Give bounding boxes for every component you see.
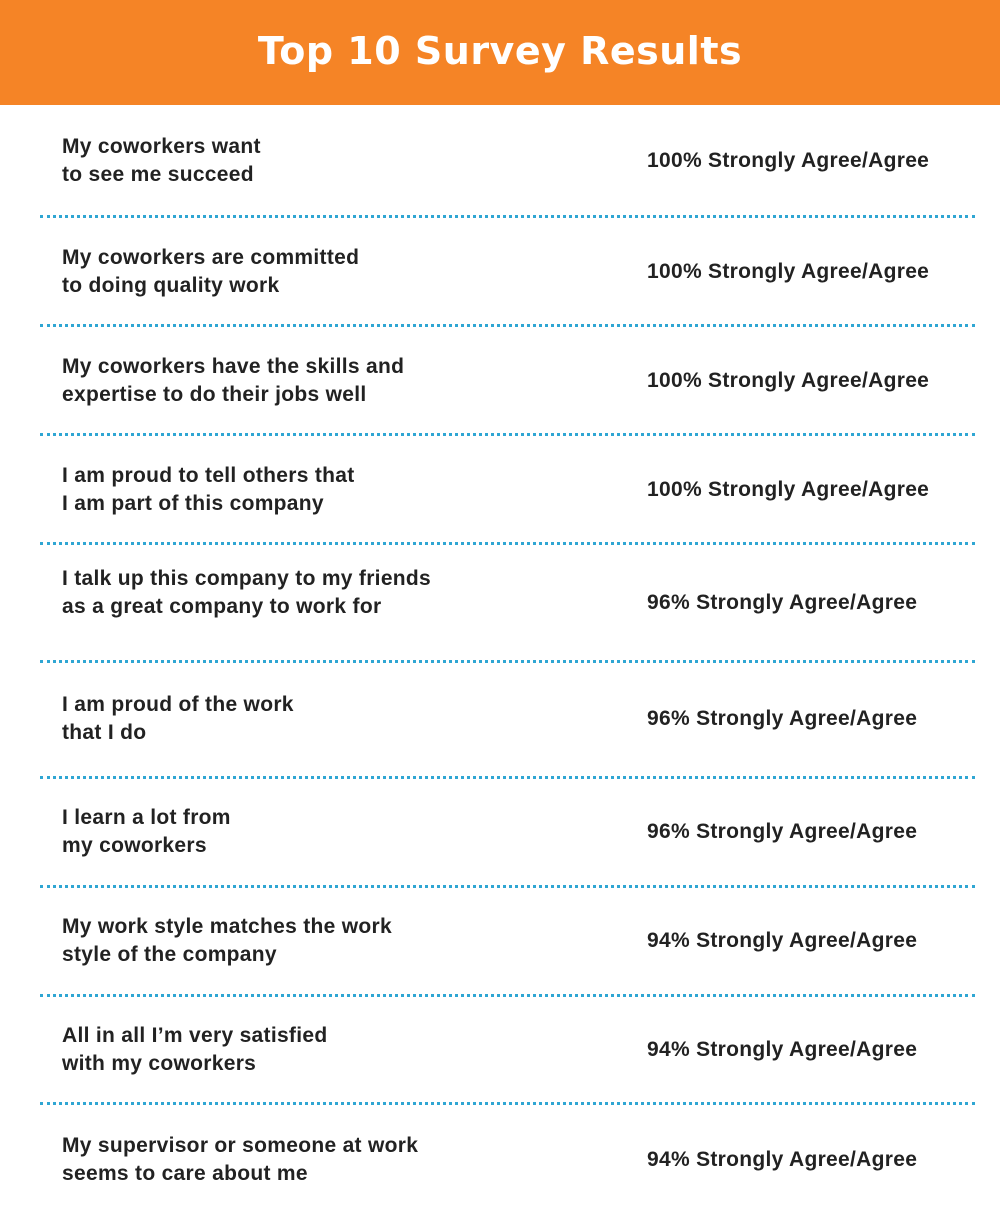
- statement-line-1: My work style matches the work: [62, 914, 392, 938]
- result-percentage: 94% Strongly Agree/Agree: [647, 1148, 918, 1171]
- statement-line-2: style of the company: [62, 942, 277, 966]
- result-percentage: 100% Strongly Agree/Agree: [647, 368, 930, 392]
- statement-line-1: I am proud of the work: [62, 693, 294, 716]
- result-percentage: 100% Strongly Agree/Agree: [647, 477, 930, 501]
- result-row: [0, 1104, 1000, 1216]
- statement-text: [62, 244, 602, 300]
- statement-line-1: I learn a lot from: [62, 805, 231, 829]
- statement-text: [62, 462, 602, 518]
- statement-line-1: My coworkers are committed: [62, 245, 360, 269]
- result-percentage: 94% Strongly Agree/Agree: [647, 928, 918, 952]
- statement-text: [62, 691, 602, 747]
- statement-line-1: My supervisor or someone at work: [62, 1134, 419, 1157]
- statement-line-2: to doing quality work: [62, 273, 280, 297]
- result-row: [0, 435, 1000, 544]
- statement-line-2: with my coworkers: [62, 1051, 257, 1075]
- result-percentage: 96% Strongly Agree/Agree: [647, 590, 918, 614]
- statement-text: [62, 353, 602, 409]
- statement-line-2: that I do: [62, 721, 147, 744]
- result-row: [0, 778, 1000, 885]
- statement-line-1: I talk up this company to my friends: [62, 566, 432, 590]
- statement-text: [62, 1022, 602, 1078]
- result-row: [0, 662, 1000, 776]
- header-banner: [0, 0, 1000, 105]
- statement-line-1: I am proud to tell others that: [62, 463, 355, 487]
- result-percentage: 100% Strongly Agree/Agree: [647, 259, 930, 283]
- statement-line-2: as a great company to work for: [62, 594, 382, 618]
- statement-text: [62, 804, 602, 860]
- statement-text: [62, 565, 602, 621]
- statement-line-1: My coworkers have the skills and: [62, 354, 405, 378]
- statement-text: [62, 913, 602, 969]
- result-row: [0, 887, 1000, 994]
- result-percentage: 96% Strongly Agree/Agree: [647, 819, 918, 843]
- result-percentage: 100% Strongly Agree/Agree: [647, 149, 930, 172]
- page-title: Top 10 Survey Results: [257, 28, 743, 73]
- statement-text: [62, 133, 602, 189]
- statement-line-2: I am part of this company: [62, 491, 324, 515]
- result-row: [0, 217, 1000, 326]
- result-row: [0, 996, 1000, 1103]
- result-percentage: 94% Strongly Agree/Agree: [647, 1037, 918, 1061]
- statement-line-2: to see me succeed: [62, 163, 254, 186]
- statement-line-1: My coworkers want: [62, 135, 261, 158]
- result-row: [0, 105, 1000, 217]
- result-percentage: 96% Strongly Agree/Agree: [647, 707, 918, 730]
- result-row: [0, 544, 1000, 661]
- statement-line-2: expertise to do their jobs well: [62, 382, 367, 406]
- statement-line-2: my coworkers: [62, 833, 207, 857]
- result-row: [0, 326, 1000, 435]
- statement-text: [62, 1132, 602, 1188]
- statement-line-2: seems to care about me: [62, 1162, 308, 1185]
- statement-line-1: All in all I’m very satisfied: [62, 1023, 328, 1047]
